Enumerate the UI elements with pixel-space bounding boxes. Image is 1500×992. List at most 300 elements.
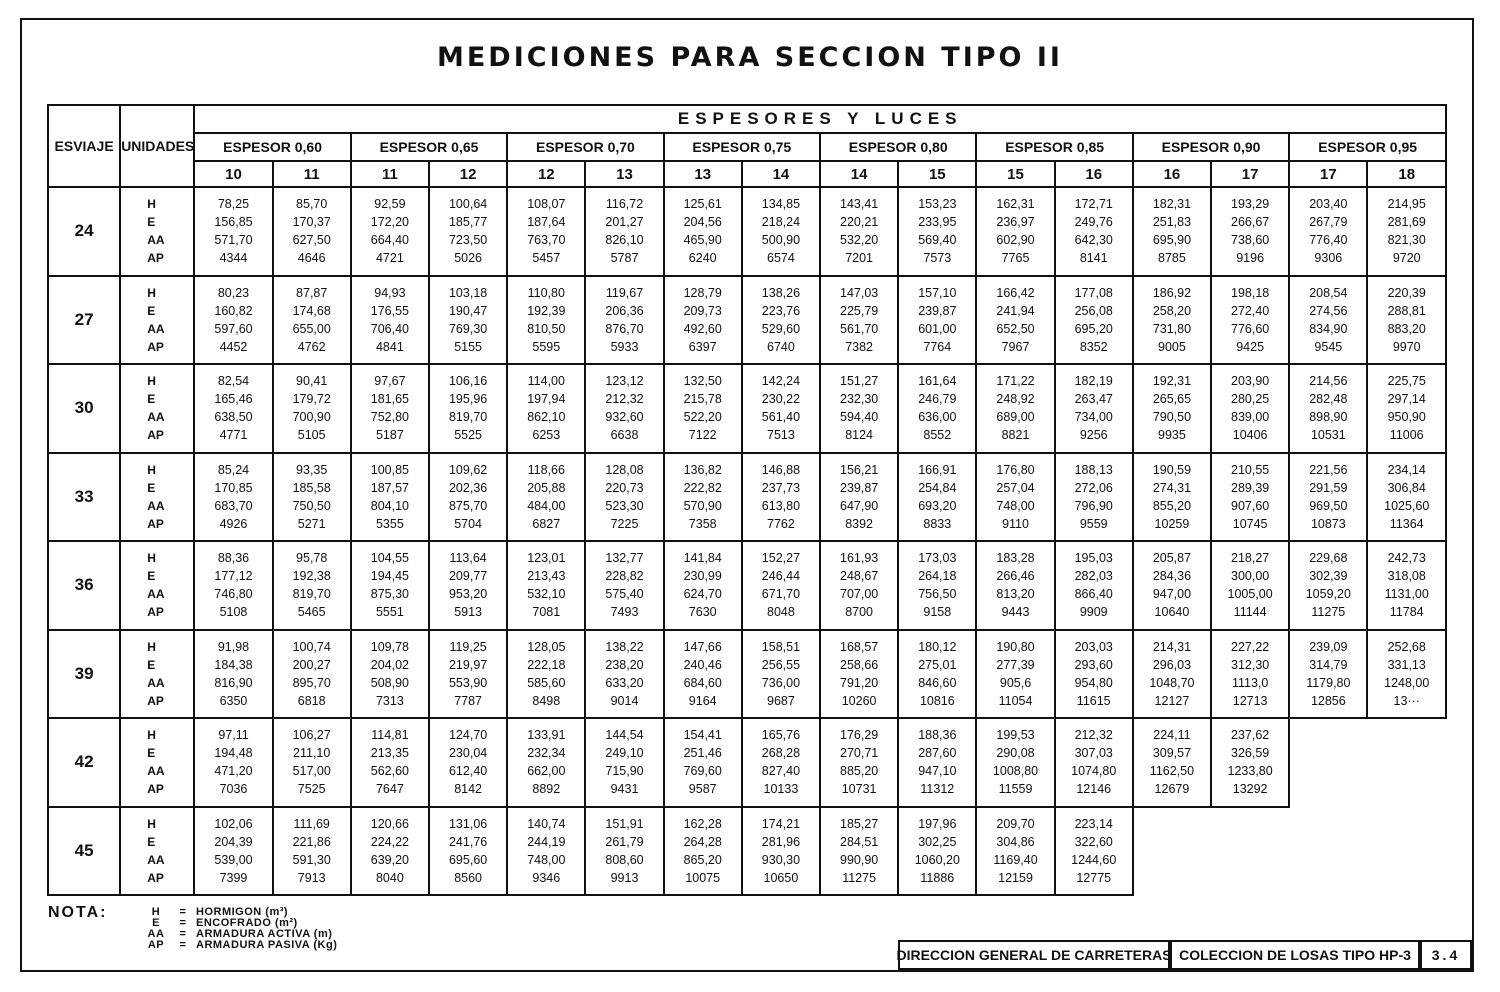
cell-value: 11054: [998, 693, 1033, 708]
cell-value: 9431: [610, 782, 639, 797]
data-cell: [273, 541, 351, 630]
cell-value: 7313: [375, 693, 404, 708]
unit-label: AA: [147, 852, 165, 867]
data-cell: [194, 718, 272, 807]
data-cell: [664, 453, 742, 542]
cell-value: 272,06: [1074, 480, 1113, 495]
cell-value: 12856: [1310, 693, 1346, 708]
cell-value: 252,68: [1387, 639, 1426, 654]
cell-value: 210,55: [1231, 462, 1270, 477]
empty-cell: [1133, 807, 1211, 896]
cell-value: 7764: [923, 339, 952, 354]
data-cell: [1289, 364, 1367, 453]
cell-value: 100,64: [448, 197, 488, 212]
data-cell: [351, 807, 429, 896]
cell-value: 638,50: [214, 410, 253, 425]
cell-value: 950,90: [1387, 410, 1426, 425]
cell-value: 684,60: [683, 675, 722, 690]
cell-value: 261,79: [605, 834, 644, 849]
cell-value: 10650: [763, 870, 799, 885]
cell-value: 151,27: [840, 374, 879, 389]
cell-value: 1233,80: [1227, 764, 1273, 779]
cell-value: 1025,60: [1384, 498, 1430, 513]
cell-value: 1005,00: [1227, 587, 1273, 602]
cell-value: 10816: [919, 693, 955, 708]
cell-value: 9164: [688, 693, 717, 708]
cell-value: 146,88: [761, 462, 801, 477]
cell-value: 7765: [1001, 251, 1030, 266]
cell-value: 119,25: [449, 639, 487, 654]
data-cell: [585, 187, 663, 276]
cell-value: 222,82: [683, 480, 722, 495]
cell-value: 8142: [454, 782, 482, 797]
cell-value: 162,31: [996, 197, 1035, 212]
cell-value: 85,24: [217, 462, 250, 477]
cell-value: 508,90: [370, 675, 410, 690]
data-cell: [194, 453, 272, 542]
cell-value: 6397: [688, 339, 717, 354]
cell-value: 4344: [219, 251, 248, 266]
units-cell: [120, 718, 194, 807]
data-cell: [976, 453, 1054, 542]
cell-value: 132,50: [683, 374, 722, 389]
cell-value: 184,38: [214, 657, 253, 672]
cell-value: 118,66: [527, 462, 565, 477]
footer-collection: COLECCION DE LOSAS TIPO HP-3: [1170, 940, 1420, 970]
data-cell: [585, 453, 663, 542]
cell-value: 326,59: [1231, 746, 1270, 761]
cell-value: 953,20: [448, 587, 488, 602]
data-cell: [507, 187, 585, 276]
cell-value: 10640: [1154, 605, 1190, 620]
cell-value: 9425: [1236, 339, 1265, 354]
cell-value: 192,31: [1152, 374, 1192, 389]
cell-value: 280,25: [1231, 392, 1270, 407]
data-cell: [1289, 541, 1367, 630]
data-cell: [742, 187, 820, 276]
cell-value: 4762: [297, 339, 326, 354]
cell-value: 237,73: [761, 480, 801, 495]
cell-value: 10133: [763, 782, 799, 797]
data-cell: [976, 364, 1054, 453]
cell-value: 6240: [688, 251, 717, 266]
cell-value: 314,79: [1309, 657, 1348, 672]
cell-value: 182,19: [1074, 374, 1113, 389]
cell-value: 662,00: [527, 764, 566, 779]
cell-value: 233,95: [918, 215, 957, 230]
cell-value: 109,78: [370, 639, 410, 654]
cell-value: 232,34: [527, 746, 566, 761]
cell-value: 8040: [375, 870, 404, 885]
cell-value: 9158: [923, 605, 952, 620]
data-cell: [664, 541, 742, 630]
cell-value: 170,85: [214, 480, 253, 495]
cell-value: 907,60: [1231, 498, 1270, 513]
cell-value: 162,28: [683, 816, 722, 831]
cell-value: 300,00: [1231, 569, 1270, 584]
cell-value: 187,57: [370, 480, 410, 495]
cell-value: 613,80: [761, 498, 801, 513]
cell-value: 160,82: [214, 303, 253, 318]
cell-value: 594,40: [840, 410, 879, 425]
note-abbr: AA: [147, 928, 165, 940]
cell-value: 561,70: [840, 321, 879, 336]
unit-label: AA: [147, 764, 165, 779]
cell-value: 161,93: [840, 551, 879, 566]
cell-value: 124,70: [448, 728, 488, 743]
cell-value: 7225: [610, 516, 639, 531]
cell-value: 212,32: [1074, 728, 1113, 743]
cell-value: 277,39: [996, 657, 1035, 672]
cell-value: 7967: [1001, 339, 1030, 354]
cell-value: 165,46: [214, 392, 253, 407]
cell-value: 612,40: [448, 764, 488, 779]
note-text: HORMIGON (m³): [196, 906, 289, 918]
cell-value: 695,60: [448, 852, 488, 867]
cell-value: 241,76: [448, 834, 488, 849]
cell-value: 180,12: [918, 639, 957, 654]
note-label: NOTA:: [48, 904, 108, 921]
cell-value: 8700: [845, 605, 874, 620]
cell-value: 885,20: [840, 764, 879, 779]
cell-value: 128,05: [527, 639, 566, 654]
cell-value: 229,68: [1309, 551, 1348, 566]
cell-value: 134,85: [761, 197, 801, 212]
header-span: 18: [1367, 161, 1446, 187]
cell-value: 254,84: [918, 480, 957, 495]
cell-value: 94,93: [374, 285, 406, 300]
cell-value: 571,70: [214, 233, 253, 248]
cell-value: 734,00: [1074, 410, 1113, 425]
data-cell: [351, 718, 429, 807]
unit-label: E: [147, 480, 156, 495]
cell-value: 12775: [1076, 870, 1112, 885]
cell-value: 763,70: [527, 233, 566, 248]
data-cell: [976, 187, 1054, 276]
data-cell: [664, 630, 742, 719]
cell-value: 157,10: [918, 285, 957, 300]
cell-value: 198,18: [1231, 285, 1270, 300]
cell-value: 465,90: [683, 233, 722, 248]
header-thickness: ESPESOR 0,95: [1289, 133, 1446, 161]
cell-value: 230,99: [683, 569, 722, 584]
data-cell: [1055, 807, 1133, 896]
data-cell: [742, 276, 820, 365]
cell-value: 7493: [610, 605, 639, 620]
cell-value: 532,10: [527, 587, 566, 602]
cell-value: 695,20: [1074, 321, 1113, 336]
header-span: 11: [273, 161, 351, 187]
cell-value: 223,14: [1074, 816, 1113, 831]
cell-value: 969,50: [1309, 498, 1348, 513]
cell-value: 268,28: [761, 746, 801, 761]
empty-cell: [1367, 807, 1446, 896]
cell-value: 529,60: [761, 321, 801, 336]
cell-value: 147,03: [840, 285, 879, 300]
cell-value: 11312: [920, 782, 955, 797]
cell-value: 177,08: [1074, 285, 1113, 300]
cell-value: 125,61: [683, 197, 722, 212]
cell-value: 203,40: [1309, 197, 1348, 212]
data-cell: [1367, 541, 1446, 630]
esviaje-value: 45: [48, 807, 120, 896]
cell-value: 201,27: [605, 215, 644, 230]
cell-value: 523,30: [605, 498, 644, 513]
cell-value: 5105: [297, 428, 326, 443]
cell-value: 307,03: [1074, 746, 1113, 761]
cell-value: 128,79: [683, 285, 722, 300]
cell-value: 6574: [767, 251, 795, 266]
data-cell: [1211, 718, 1289, 807]
unit-label: E: [147, 657, 156, 672]
cell-value: 205,88: [527, 480, 566, 495]
cell-value: 9687: [767, 693, 795, 708]
data-cell: [1367, 364, 1446, 453]
data-cell: [820, 807, 898, 896]
note-abbr: E: [152, 917, 160, 929]
data-cell: [1133, 276, 1211, 365]
cell-value: 209,73: [683, 303, 722, 318]
cell-value: 492,60: [683, 321, 722, 336]
cell-value: 9913: [610, 870, 639, 885]
note-equals: =: [179, 928, 187, 940]
cell-value: 195,03: [1074, 551, 1113, 566]
cell-value: 748,00: [527, 852, 566, 867]
cell-value: 876,70: [605, 321, 644, 336]
unit-label: E: [147, 392, 156, 407]
cell-value: 281,69: [1387, 215, 1426, 230]
header-span: 16: [1133, 161, 1211, 187]
note-abbr: H: [151, 906, 161, 918]
table-row: [48, 807, 1446, 896]
esviaje-value: 36: [48, 541, 120, 630]
cell-value: 8124: [845, 428, 874, 443]
cell-value: 862,10: [527, 410, 566, 425]
cell-value: 147,66: [683, 639, 722, 654]
cell-value: 116,72: [605, 197, 644, 212]
unit-label: E: [147, 215, 156, 230]
cell-value: 597,60: [214, 321, 253, 336]
cell-value: 484,00: [527, 498, 566, 513]
cell-value: 173,03: [918, 551, 957, 566]
cell-value: 322,60: [1074, 834, 1113, 849]
cell-value: 804,10: [370, 498, 410, 513]
page-title: MEDICIONES PARA SECCION TIPO II: [437, 42, 1063, 73]
cell-value: 256,08: [1074, 303, 1113, 318]
cell-value: 186,92: [1152, 285, 1192, 300]
cell-value: 791,20: [840, 675, 879, 690]
data-cell: [507, 630, 585, 719]
cell-value: 12679: [1154, 782, 1190, 797]
cell-value: 230,04: [448, 746, 488, 761]
cell-value: 111,69: [293, 816, 330, 831]
cell-value: 120,66: [370, 816, 410, 831]
cell-value: 287,60: [918, 746, 957, 761]
data-cell: [898, 276, 976, 365]
cell-value: 11275: [842, 870, 877, 885]
units-cell: [120, 276, 194, 365]
cell-value: 97,67: [374, 374, 406, 389]
cell-value: 819,70: [448, 410, 488, 425]
cell-value: 221,86: [292, 834, 331, 849]
cell-value: 331,13: [1387, 657, 1426, 672]
cell-value: 158,51: [761, 639, 801, 654]
unit-label: E: [147, 746, 156, 761]
data-cell: [898, 630, 976, 719]
cell-value: 5271: [297, 516, 326, 531]
cell-value: 309,57: [1152, 746, 1192, 761]
data-cell: [507, 541, 585, 630]
cell-value: 78,25: [217, 197, 250, 212]
table-row: [48, 276, 1446, 365]
cell-value: 142,24: [761, 374, 801, 389]
table-row: [48, 187, 1446, 276]
cell-value: 4771: [219, 428, 248, 443]
cell-value: 182,31: [1152, 197, 1192, 212]
unit-label: E: [147, 834, 156, 849]
cell-value: 1059,20: [1305, 587, 1351, 602]
cell-value: 221,56: [1309, 462, 1348, 477]
cell-value: 8352: [1079, 339, 1108, 354]
unit-label: AP: [147, 516, 164, 531]
cell-value: 190,59: [1152, 462, 1192, 477]
cell-value: 655,00: [292, 321, 331, 336]
data-cell: [273, 718, 351, 807]
data-cell: [976, 630, 1054, 719]
cell-value: 9720: [1392, 251, 1421, 266]
cell-value: 865,20: [683, 852, 722, 867]
cell-value: 7647: [375, 782, 404, 797]
cell-value: 12146: [1076, 782, 1112, 797]
data-cell: [1289, 187, 1367, 276]
cell-value: 816,90: [214, 675, 253, 690]
cell-value: 7399: [219, 870, 248, 885]
cell-value: 214,31: [1152, 639, 1192, 654]
cell-value: 212,32: [605, 392, 644, 407]
header-span: 11: [351, 161, 429, 187]
cell-value: 7201: [845, 251, 874, 266]
cell-value: 185,58: [292, 480, 331, 495]
cell-value: 693,20: [918, 498, 957, 513]
data-cell: [1133, 187, 1211, 276]
cell-value: 9559: [1079, 516, 1108, 531]
table-row: [48, 541, 1446, 630]
cell-value: 203,03: [1074, 639, 1113, 654]
data-cell: [820, 453, 898, 542]
cell-value: 715,90: [605, 764, 644, 779]
cell-value: 7513: [767, 428, 795, 443]
cell-value: 810,50: [527, 321, 566, 336]
data-cell: [1367, 187, 1446, 276]
cell-value: 114,81: [371, 728, 409, 743]
cell-value: 591,30: [292, 852, 331, 867]
data-cell: [1367, 276, 1446, 365]
cell-value: 95,78: [296, 551, 328, 566]
data-cell: [273, 630, 351, 719]
header-thickness: ESPESOR 0,75: [664, 133, 820, 161]
cell-value: 274,31: [1152, 480, 1192, 495]
data-cell: [194, 187, 272, 276]
cell-value: 100,74: [292, 639, 331, 654]
cell-value: 251,46: [683, 746, 722, 761]
data-cell: [273, 187, 351, 276]
cell-value: 707,00: [840, 587, 879, 602]
data-cell: [273, 276, 351, 365]
cell-value: 143,41: [840, 197, 879, 212]
cell-value: 91,98: [217, 639, 250, 654]
cell-value: 706,40: [370, 321, 410, 336]
data-cell: [898, 187, 976, 276]
cell-value: 4452: [219, 339, 248, 354]
cell-value: 138,22: [605, 639, 644, 654]
data-cell: [1055, 453, 1133, 542]
cell-value: 7573: [923, 251, 952, 266]
cell-value: 281,96: [761, 834, 801, 849]
cell-value: 5355: [375, 516, 404, 531]
cell-value: 302,25: [918, 834, 957, 849]
cell-value: 202,36: [448, 480, 488, 495]
cell-value: 263,47: [1074, 392, 1113, 407]
cell-value: 570,90: [683, 498, 722, 513]
cell-value: 140,74: [527, 816, 566, 831]
data-cell: [194, 276, 272, 365]
cell-value: 213,43: [527, 569, 566, 584]
data-cell: [1133, 453, 1211, 542]
data-cell: [429, 187, 507, 276]
cell-value: 244,19: [527, 834, 566, 849]
cell-value: 1008,80: [992, 764, 1039, 779]
empty-cell: [1367, 718, 1446, 807]
cell-value: 11615: [1076, 693, 1111, 708]
header-span: 17: [1289, 161, 1367, 187]
header-span: 14: [742, 161, 820, 187]
cell-value: 264,28: [683, 834, 722, 849]
cell-value: 8833: [923, 516, 952, 531]
cell-value: 748,00: [996, 498, 1035, 513]
cell-value: 257,04: [996, 480, 1035, 495]
data-cell: [664, 276, 742, 365]
header-span: 17: [1211, 161, 1289, 187]
cell-value: 8892: [532, 782, 561, 797]
cell-value: 4646: [297, 251, 326, 266]
cell-value: 174,21: [761, 816, 801, 831]
cell-value: 176,80: [996, 462, 1035, 477]
cell-value: 156,21: [840, 462, 879, 477]
cell-value: 205,87: [1152, 551, 1192, 566]
cell-value: 265,65: [1152, 392, 1192, 407]
header-span: 12: [507, 161, 585, 187]
cell-value: 471,20: [214, 764, 253, 779]
units-cell: [120, 187, 194, 276]
data-cell: [351, 630, 429, 719]
cell-value: 7525: [297, 782, 326, 797]
cell-value: 274,56: [1309, 303, 1348, 318]
cell-value: 176,29: [840, 728, 879, 743]
cell-value: 128,08: [605, 462, 644, 477]
cell-value: 270,71: [840, 746, 879, 761]
cell-value: 200,27: [292, 657, 331, 672]
cell-value: 204,02: [370, 657, 410, 672]
cell-value: 80,23: [217, 285, 250, 300]
cell-value: 92,59: [374, 197, 406, 212]
data-cell: [742, 630, 820, 719]
data-cell: [1367, 453, 1446, 542]
cell-value: 256,55: [761, 657, 801, 672]
cell-value: 1248,00: [1384, 675, 1430, 690]
cell-value: 5465: [297, 605, 326, 620]
data-cell: [1055, 364, 1133, 453]
cell-value: 9110: [1002, 516, 1029, 531]
